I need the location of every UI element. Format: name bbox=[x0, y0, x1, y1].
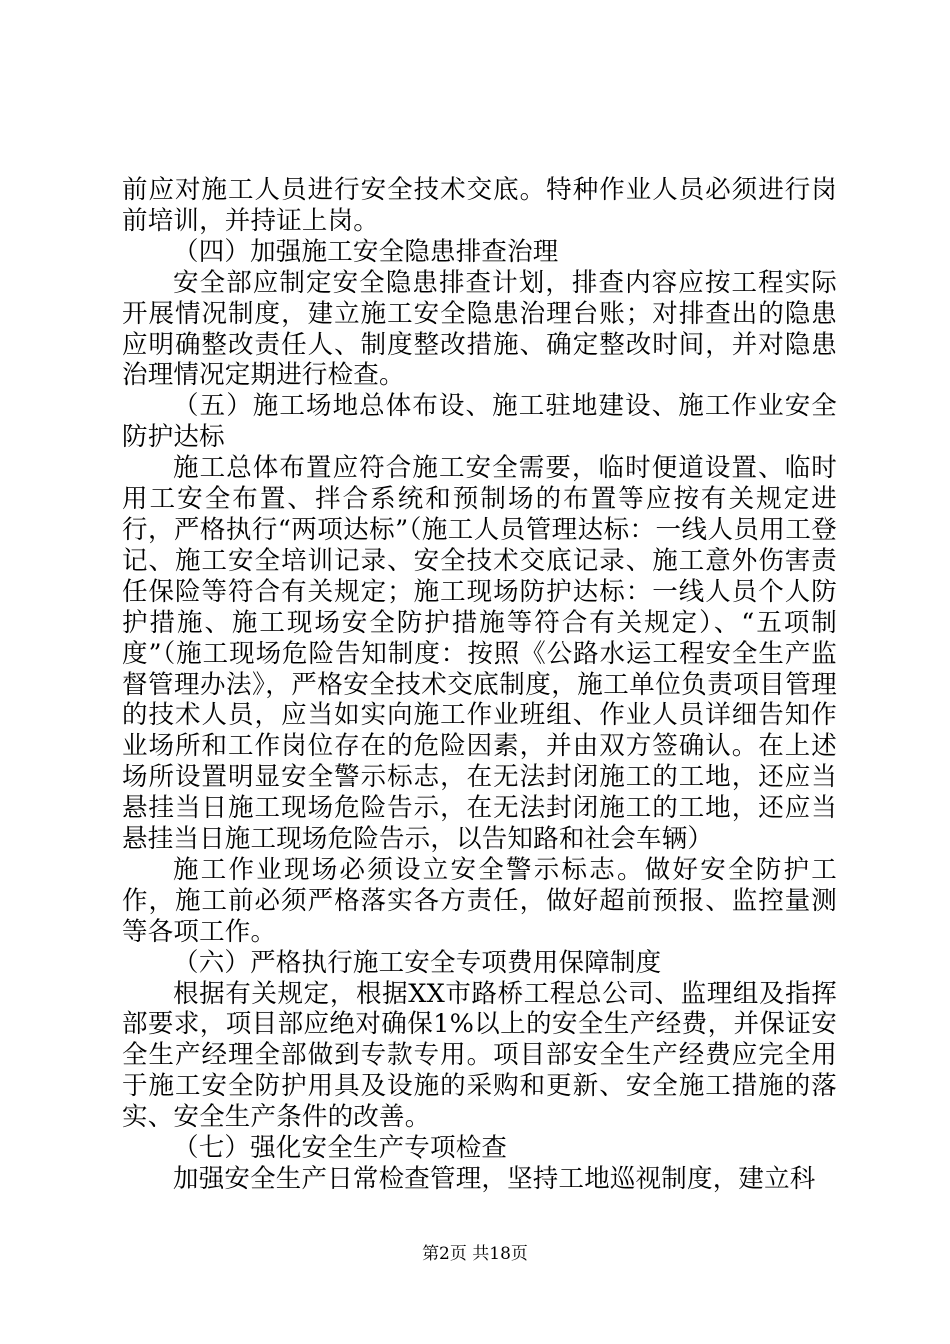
body-paragraph: 施工总体布置应符合施工安全需要，临时便道设置、临时用工安全布置、拌合系统和预制场的布置等应按有关规定进行，严格执行“两项达标”（施工人员管理达标：一线人员用工登记、施工安全培训记录、安全技术交底记录、施工意外伤害责任保险等符合有关规定；施工现场防护达标：一线人员个人防护措施、施工现场安全防护措施等符合有关规定）、“五项制度”（施工现场危险告知制度：按照《公路水运工程安全生产监督管理办法》，严格安全技术交底制度，施工单位负责项目管理的技术人员，应当如实向施工作业班组、作业人员详细告知作业场所和工作岗位存在的危险因素，并由双方签确认。在上述场所设置明显安全警示标志，在无法封闭施工的工地，还应当悬挂当日施工现场危险告示，在无法封闭施工的工地，还应当悬挂当日施工现场危险告示，以告知路和社会车辆） bbox=[122, 453, 837, 855]
section-heading-5: （五）施工场地总体布设、施工驻地建设、施工作业安全防护达标 bbox=[122, 391, 837, 453]
body-paragraph: 根据有关规定，根据XX市路桥工程总公司、监理组及指挥部要求，项目部应绝对确保1%以上的安全生产经费，并保证安全生产经理全部做到专款专用。项目部安全生产经费应完全用于施工安全防护用具及设施的采购和更新、安全施工措施的落实、安全生产条件的改善。 bbox=[122, 978, 837, 1133]
body-paragraph: 施工作业现场必须设立安全警示标志。做好安全防护工作，施工前必须严格落实各方责任，做好超前预报、监控量测等各项工作。 bbox=[122, 854, 837, 947]
paragraph-continuation: 前应对施工人员进行安全技术交底。特种作业人员必须进行岗前培训，并持证上岗。 bbox=[122, 175, 837, 236]
section-heading-7: （七）强化安全生产专项检查 bbox=[173, 1133, 508, 1164]
page-number-footer: 第2页 共18页 bbox=[422, 1244, 528, 1264]
document-body bbox=[122, 175, 837, 1195]
section-heading-4: （四）加强施工安全隐患排查治理 bbox=[173, 236, 559, 267]
body-paragraph: 安全部应制定安全隐患排查计划，排查内容应按工程实际开展情况制度，建立施工安全隐患治理台账；对排查出的隐患应明确整改责任人、制度整改措施、确定整改时间，并对隐患治理情况定期进行检查。 bbox=[122, 267, 837, 391]
body-paragraph: 加强安全生产日常检查管理，坚持工地巡视制度，建立科 bbox=[173, 1164, 816, 1194]
section-heading-6: （六）严格执行施工安全专项费用保障制度 bbox=[173, 947, 662, 978]
